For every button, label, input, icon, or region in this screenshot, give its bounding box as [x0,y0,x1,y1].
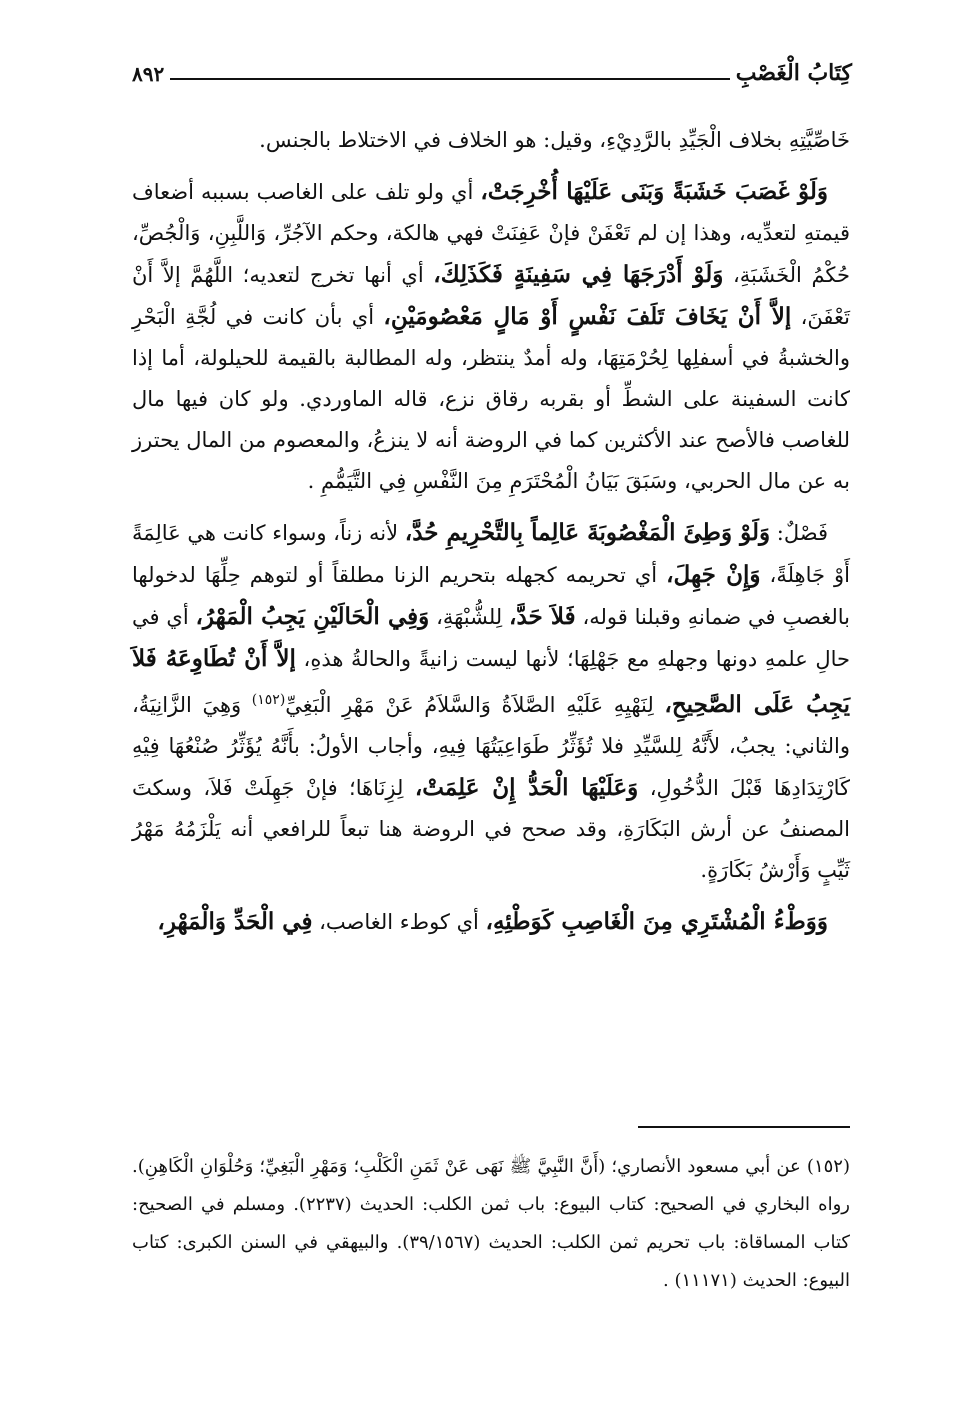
matn-text: وَلَوْ غَصَبَ خَشَبَةً وَبَنَى عَلَيْهَا أُخْرِجَتْ، [480,178,828,205]
matn-text: وَلَوْ وَطِئَ الْمَغْصُوبَةَ عَالِماً بِالتَّحْرِيمِ حُدَّ، [404,519,771,546]
matn-text: وَوَطْءُ الْمُشْتَرِي مِنَ الْغَاصِبِ كَوَطْئِهِ، [485,908,828,935]
commentary-text: لِلشُّبْهَةِ، [429,605,510,629]
footnote-text: (١٥٢) عن أبي مسعود الأنصاري؛ (أَنَّ النَّبِيَّ ﷺ نَهَى عَنْ ثَمَنِ الْكَلْبِ؛ وَمَهْرِ الْبَغِيِّ؛ وَحُلْوَانِ الْكَاهِنِ). رواه البخاري في الصحيح: كتاب البيوع: باب ثمن الكلب: الحديث (٢٢٣٧). ومسلم في الصحيح: كتاب المساقاة: باب تحريم ثمن الكلب: الحديث (٣٩/١٥٦٧). والبيهقي في السنن الكبرى: كتاب البيوع: الحديث (١١١٧١) . [132,1156,850,1291]
chapter-title: كِتَابُ الْغَصْبِ [735,60,852,86]
commentary-text: لأنه زناً، وسواء كانت هي عَالِمَةً أَوْ جَاهِلَةً، [132,521,850,587]
paragraph [132,171,850,502]
matn-text: وَلَوْ أَدْرَجَهَا فِي سَفِينَةٍ فَكَذَلِكَ، [433,261,724,288]
paragraph [132,120,850,161]
footnote [132,1148,850,1300]
matn-text: وَفِي الْحَالَيْنِ يَجِبُ الْمَهْرُ، [195,603,430,630]
commentary-text: فَصْلٌ: [770,521,828,545]
main-text [132,120,850,953]
commentary-text: أي كوطء الغاصب، [312,910,486,934]
commentary-text: لِزِنَاهَا؛ فإنْ جَهِلَتْ فَلاَ، وسكتَ المصنفُ عن أرش البَكَارَةِ، وقد صحح في الروضة هنا تبعاً للرافعي أنه يَلْزَمُهُ مَهْرُ ثَيِّبٍ وَأَرْشُ بَكَارَةٍ. [132,776,850,882]
commentary-text: أي ولو تلف على الغاصب بسببه أضعاف قيمتهِ لتعدِّيه، وهذا إن لم تَعْفَنْ فإنْ عَفِنَتْ فهي هالكة، وحكم الآجُرِّ، وَاللَّبِنِ، وَالْجُصِّ، حُكْمُ الْخَشَبَةِ، [132,180,850,287]
matn-text: وَإِنْ جَهِلَ، [666,561,761,588]
commentary-text: أي أنها تخرج لتعديه؛ اللَّهُمَّ إلاَّ أَنْ تَعْفَنَ، [132,263,850,329]
matn-text: وَعَلَيْهَا الْحَدُّ إِنْ عَلِمَتْ، [414,774,639,801]
matn-text: إلاَّ أَنْ تُطَاوِعَهُ فَلاَ يَجِبُ عَلَى الصَّحِيحِ، [132,645,850,718]
footnote-ref[interactable]: (١٥٢) [251,692,286,708]
matn-text: فِي الْحَدِّ وَالْمَهْرِ، [157,908,313,935]
commentary-text: وَهِيَ الزَّانِيَةُ، والثاني: يجبُ، لأَنَّهُ لِلسَّيِّدِ فلا تُؤَثِّرُ طَوَاعِيَتُهَا فِيهِ، وأجاب الأولُ: بأَنَّهُ يُؤَثِّرُ صُنْعُهَا فِيْهِ كَارْتِدَادِهَا قَبْلَ الدُّخُولِ، [132,693,850,800]
matn-text: فَلاَ حَدَّ، [509,603,576,630]
matn-text: إلاَّ أَنْ يَخَافَ تَلَفَ نَفْسٍ أَوْ مَالٍ مَعْصُومَيْنِ، [383,303,792,330]
commentary-text: أي بأن كانت في لُجَّةِ الْبَحْرِ والخشبةُ في أسفلِها لِحُرْمَتِهَا، وله أمدٌ ينتظر، وله المطالبة بالقيمة للحيلولة، أما إذا كانت السفينة على الشطِّ أو بقربه رقاق نزع، قاله الماوردي. ولو كان فيها مال للغاصب فالأصح عند الأكثرين كما في الروضة أنه لا ينزعُ، والمعصوم من المال يحترز به عن مال الحربي، وسَبَقَ بَيَانُ الْمُحْتَرَمِ مِنَ النَّفْسِ فِي التَّيَمُّمِ . [132,305,850,493]
commentary-text: أي تحريمه كجهله بتحريم الزنا مطلقاً أو لتوهم حِلِّهَا لدخولها بالغصبِ في ضمانهِ وقبلنا قوله، [132,563,850,629]
paragraph [132,512,850,891]
page-number: ٨٩٢ [132,62,165,86]
paragraph [132,901,850,943]
commentary-text: خَاصِّيَّتِهِ بخلاف الْجَيِّدِ بالرَّدِيْءِ، وقيل: هو الخلاف في الاختلاط بالجنس. [259,128,850,152]
header-rule [170,78,729,80]
commentary-text: أي في حالِ علمهِ دونها وجهلهِ مع جَهْلِهَا؛ لأنها ليست زانيةً والحالةُ هذهِ، [132,605,851,671]
commentary-text: لِنَهْيِهِ عَلَيْهِ الصَّلاَةُ وَالسَّلاَمُ عَنْ مَهْرِ الْبَغِيِّ [285,693,665,717]
footnote-separator [638,1126,850,1128]
page-header [132,52,852,86]
